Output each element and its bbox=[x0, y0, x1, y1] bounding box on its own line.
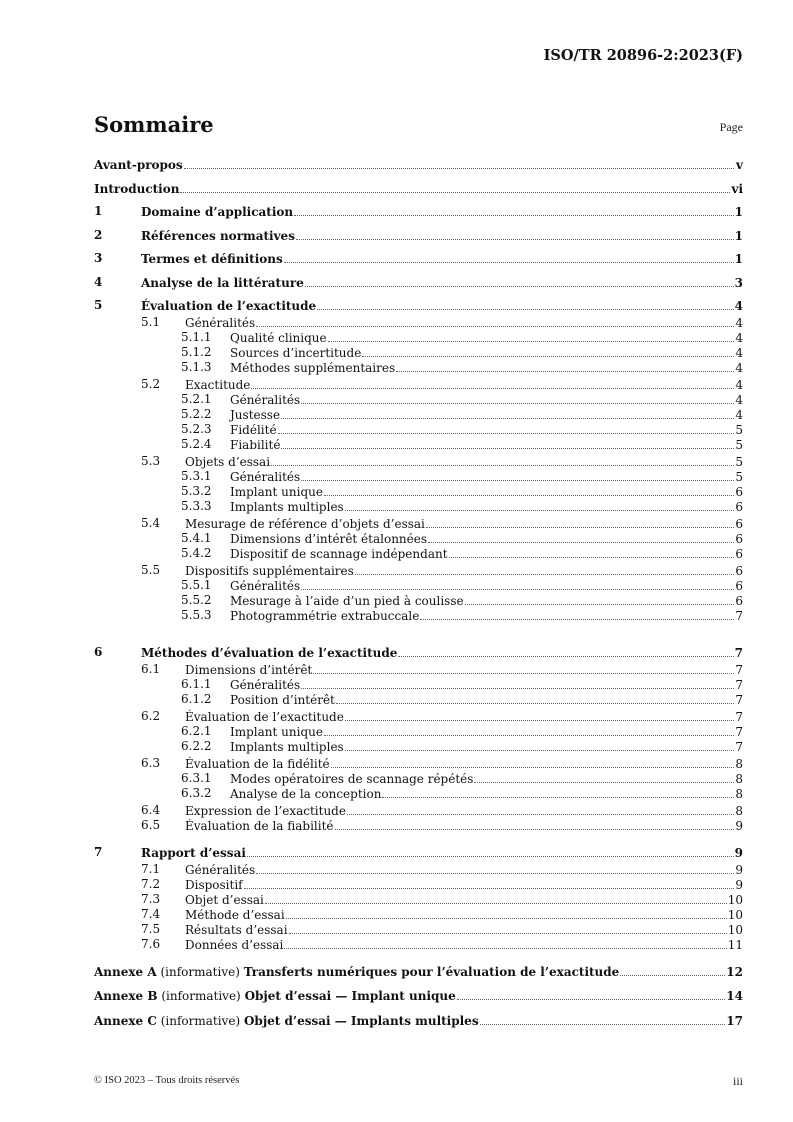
toc-entry-label: Avant-propos bbox=[94, 158, 183, 172]
toc-entry-number: 5.1.2 bbox=[181, 345, 212, 359]
toc-entry-number: 6.5 bbox=[141, 818, 161, 832]
dot-leader bbox=[620, 964, 725, 976]
dot-leader bbox=[480, 1013, 726, 1025]
annex-id: Annexe A bbox=[94, 965, 157, 979]
page-column-label: Page bbox=[719, 120, 743, 134]
toc-entry-label: Objet d’essai bbox=[185, 893, 264, 907]
toc-entry-label: Modes opératoires de scannage répétés bbox=[230, 772, 474, 786]
toc-entry[interactable] bbox=[94, 803, 743, 818]
toc-entry-page: 7 bbox=[735, 678, 743, 692]
document-code: ISO/TR 20896-2:2023(F) bbox=[543, 47, 743, 64]
annex-type: (informative) bbox=[156, 1014, 244, 1028]
toc-entry-page: 6 bbox=[735, 547, 743, 561]
toc-entry-number: 5.2.3 bbox=[181, 422, 212, 436]
toc-entry[interactable] bbox=[94, 593, 743, 608]
toc-entry-label: Implant unique bbox=[230, 485, 323, 499]
toc-entry[interactable] bbox=[94, 608, 743, 623]
dot-leader bbox=[317, 298, 733, 310]
toc-entry-label: Dispositif de scannage indépendant bbox=[230, 547, 448, 561]
page-number: iii bbox=[732, 1074, 743, 1088]
toc-entry[interactable] bbox=[94, 422, 743, 437]
toc-entry-label: Implants multiples bbox=[230, 740, 344, 754]
dot-leader bbox=[335, 818, 734, 830]
toc-entry-label: Dimensions d’intérêt bbox=[185, 663, 313, 677]
toc-entry-label: Évaluation de la fiabilité bbox=[185, 819, 334, 833]
toc-entry-label: Méthodes supplémentaires bbox=[230, 361, 396, 375]
toc-entry[interactable] bbox=[94, 892, 743, 907]
toc-entry-page: 4 bbox=[735, 378, 743, 392]
toc-entry-label: Fiabilité bbox=[230, 438, 281, 452]
toc-entry-label: Photogrammétrie extrabuccale bbox=[230, 609, 420, 623]
toc-entry-number: 5.1.3 bbox=[181, 360, 212, 374]
toc-entry-label: Dispositif bbox=[185, 878, 243, 892]
dot-leader bbox=[336, 692, 734, 704]
toc-entry-label: Domaine d’application bbox=[141, 205, 294, 219]
dot-leader bbox=[324, 724, 734, 736]
toc-entry-page: 10 bbox=[727, 908, 743, 922]
toc-entry-page: v bbox=[736, 158, 743, 172]
toc-entry[interactable] bbox=[94, 724, 743, 739]
toc-entry-label bbox=[94, 965, 619, 980]
toc-entry-label: Introduction bbox=[94, 182, 180, 196]
toc-entry-number: 5.4.1 bbox=[181, 531, 212, 545]
toc-entry[interactable] bbox=[94, 677, 743, 692]
dot-leader bbox=[324, 484, 734, 496]
annex-id: Annexe B bbox=[94, 989, 158, 1003]
toc-entry-page: 7 bbox=[735, 693, 743, 707]
toc-entry-page: 6 bbox=[735, 594, 743, 608]
toc-entry[interactable] bbox=[94, 662, 743, 677]
toc-entry[interactable] bbox=[94, 251, 743, 266]
dot-leader bbox=[396, 360, 734, 372]
toc-entry[interactable] bbox=[94, 786, 743, 801]
dot-leader bbox=[301, 578, 734, 590]
toc-entry-page: vi bbox=[731, 182, 743, 196]
dot-leader bbox=[281, 437, 734, 449]
dot-leader bbox=[301, 677, 734, 689]
toc-entry-number: 1 bbox=[94, 204, 103, 218]
toc-entry-label: Objets d’essai bbox=[185, 455, 271, 469]
toc-entry-label: Dimensions d’intérêt étalonnées bbox=[230, 532, 428, 546]
toc-entry[interactable] bbox=[94, 964, 743, 979]
toc-entry[interactable] bbox=[94, 937, 743, 952]
toc-entry-number: 6 bbox=[94, 645, 103, 659]
toc-entry-page: 4 bbox=[735, 316, 743, 330]
dot-leader bbox=[305, 275, 734, 287]
dot-leader bbox=[265, 892, 727, 904]
toc-entry-page: 1 bbox=[734, 252, 743, 266]
dot-leader bbox=[355, 563, 734, 575]
toc-entry-number: 7.3 bbox=[141, 892, 161, 906]
copyright-notice: © ISO 2023 – Tous droits réservés bbox=[94, 1075, 240, 1086]
dot-leader bbox=[474, 771, 734, 783]
page-title: Sommaire bbox=[94, 112, 214, 137]
toc-entry-number: 5 bbox=[94, 298, 103, 312]
dot-leader bbox=[347, 803, 734, 815]
toc-entry-number: 6.4 bbox=[141, 803, 161, 817]
toc-entry-label: Généralités bbox=[230, 470, 301, 484]
dot-leader bbox=[301, 469, 734, 481]
dot-leader bbox=[328, 330, 734, 342]
dot-leader bbox=[345, 709, 734, 721]
toc-entry-label: Rapport d’essai bbox=[141, 846, 246, 860]
toc-entry-label: Analyse de la littérature bbox=[141, 276, 304, 290]
toc-entry-label: Implants multiples bbox=[230, 500, 344, 514]
dot-leader bbox=[294, 204, 734, 216]
dot-leader bbox=[420, 608, 734, 620]
toc-entry-number: 6.3.1 bbox=[181, 771, 212, 785]
toc-entry[interactable] bbox=[94, 392, 743, 407]
toc-entry-page: 6 bbox=[735, 532, 743, 546]
dot-leader bbox=[457, 988, 726, 1000]
dot-leader bbox=[289, 922, 727, 934]
toc-entry-page: 6 bbox=[735, 564, 743, 578]
toc-entry[interactable] bbox=[94, 360, 743, 375]
dot-leader bbox=[382, 786, 734, 798]
annex-type: (informative) bbox=[157, 989, 245, 1003]
toc-entry[interactable] bbox=[94, 818, 743, 833]
dot-leader bbox=[345, 499, 734, 511]
annex-title: Objet d’essai — Implants multiples bbox=[243, 1014, 479, 1028]
dot-leader bbox=[465, 593, 734, 605]
toc-entry-label: Évaluation de l’exactitude bbox=[141, 299, 317, 313]
toc-entry-number: 6.1 bbox=[141, 662, 161, 676]
dot-leader bbox=[284, 937, 726, 949]
toc-entry-page: 6 bbox=[735, 579, 743, 593]
toc-entry-page: 9 bbox=[735, 863, 743, 877]
dot-leader bbox=[251, 377, 734, 389]
toc-entry-page: 8 bbox=[735, 804, 743, 818]
toc-entry-page: 9 bbox=[734, 846, 743, 860]
toc-entry-page: 6 bbox=[735, 485, 743, 499]
annex-id: Annexe C bbox=[94, 1014, 157, 1028]
toc-entry-label: Mesurage de référence d’objets d’essai bbox=[185, 517, 425, 531]
toc-entry-label: Méthode d’essai bbox=[185, 908, 285, 922]
toc-entry[interactable] bbox=[94, 1013, 743, 1028]
toc-entry-label: Généralités bbox=[185, 316, 256, 330]
toc-entry[interactable] bbox=[94, 377, 743, 392]
toc-entry-number: 5.5.2 bbox=[181, 593, 212, 607]
toc-entry[interactable] bbox=[94, 907, 743, 922]
toc-entry-label: Termes et définitions bbox=[141, 252, 283, 266]
toc-entry-page: 4 bbox=[735, 346, 743, 360]
toc-entry-page: 8 bbox=[735, 772, 743, 786]
dot-leader bbox=[296, 228, 734, 240]
toc-entry[interactable] bbox=[94, 988, 743, 1003]
toc-entry-label: Généralités bbox=[230, 678, 301, 692]
toc-entry-page: 11 bbox=[727, 938, 743, 952]
dot-leader bbox=[286, 907, 727, 919]
toc-entry-label: Qualité clinique bbox=[230, 331, 327, 345]
toc-entry-number: 5.3.2 bbox=[181, 484, 212, 498]
toc-entry[interactable] bbox=[94, 315, 743, 330]
toc-entry-label: Implant unique bbox=[230, 725, 323, 739]
toc-entry-number: 5.4 bbox=[141, 516, 161, 530]
toc-entry[interactable] bbox=[94, 499, 743, 514]
toc-entry-number: 5.3.3 bbox=[181, 499, 212, 513]
toc-entry-page: 8 bbox=[735, 787, 743, 801]
toc-entry-page: 6 bbox=[735, 517, 743, 531]
toc-entry-label: Mesurage à l’aide d’un pied à coulisse bbox=[230, 594, 464, 608]
toc-entry-page: 7 bbox=[735, 609, 743, 623]
toc-entry-page: 7 bbox=[735, 710, 743, 724]
toc-entry-number: 5.1 bbox=[141, 315, 161, 329]
toc-entry[interactable] bbox=[94, 437, 743, 452]
toc-entry[interactable] bbox=[94, 181, 743, 196]
toc-entry-label: Évaluation de la fidélité bbox=[185, 757, 330, 771]
toc-entry-number: 5.5.3 bbox=[181, 608, 212, 622]
toc-entry-page: 14 bbox=[726, 989, 743, 1003]
toc-entry[interactable] bbox=[94, 469, 743, 484]
toc-entry-number: 7.2 bbox=[141, 877, 161, 891]
toc-entry-label: Sources d’incertitude bbox=[230, 346, 362, 360]
toc-entry-number: 4 bbox=[94, 275, 103, 289]
toc-entry-number: 6.3 bbox=[141, 756, 161, 770]
toc-entry[interactable] bbox=[94, 204, 743, 219]
toc-entry-page: 5 bbox=[735, 455, 743, 469]
dot-leader bbox=[398, 645, 733, 657]
toc-entry-page: 1 bbox=[734, 229, 743, 243]
toc-entry-page: 1 bbox=[734, 205, 743, 219]
dot-leader bbox=[313, 662, 734, 674]
toc-entry[interactable] bbox=[94, 345, 743, 360]
toc-entry-number: 5.4.2 bbox=[181, 546, 212, 560]
toc-entry-number: 5.2.2 bbox=[181, 407, 212, 421]
toc-entry-page: 3 bbox=[734, 276, 743, 290]
toc-entry[interactable] bbox=[94, 922, 743, 937]
annex-title: Objet d’essai — Implant unique bbox=[244, 989, 456, 1003]
toc-entry-page: 4 bbox=[735, 331, 743, 345]
dot-leader bbox=[345, 739, 734, 751]
toc-entry[interactable] bbox=[94, 454, 743, 469]
dot-leader bbox=[271, 454, 734, 466]
dot-leader bbox=[184, 157, 734, 169]
toc-entry[interactable] bbox=[94, 330, 743, 345]
toc-entry[interactable] bbox=[94, 845, 743, 860]
toc-entry-page: 8 bbox=[735, 757, 743, 771]
toc-entry-number: 5.5.1 bbox=[181, 578, 212, 592]
dot-leader bbox=[301, 392, 734, 404]
toc-entry-page: 4 bbox=[734, 299, 743, 313]
toc-entry[interactable] bbox=[94, 578, 743, 593]
toc-entry-label: Généralités bbox=[230, 393, 301, 407]
toc-entry-page: 7 bbox=[735, 725, 743, 739]
toc-entry-page: 9 bbox=[735, 819, 743, 833]
toc-entry-page: 5 bbox=[735, 423, 743, 437]
toc-entry-page: 7 bbox=[734, 646, 743, 660]
toc-entry-number: 6.1.1 bbox=[181, 677, 212, 691]
toc-entry[interactable] bbox=[94, 877, 743, 892]
toc-entry[interactable] bbox=[94, 739, 743, 754]
toc-entry[interactable] bbox=[94, 407, 743, 422]
toc-entry-number: 7.4 bbox=[141, 907, 161, 921]
toc-entry[interactable] bbox=[94, 645, 743, 660]
dot-leader bbox=[281, 407, 734, 419]
toc-entry-number: 2 bbox=[94, 228, 103, 242]
toc-entry[interactable] bbox=[94, 862, 743, 877]
toc-entry-number: 5.1.1 bbox=[181, 330, 212, 344]
toc-entry-label: Dispositifs supplémentaires bbox=[185, 564, 354, 578]
toc-entry-label: Données d’essai bbox=[185, 938, 284, 952]
toc-entry[interactable] bbox=[94, 546, 743, 561]
toc-entry[interactable] bbox=[94, 531, 743, 546]
toc-entry-page: 6 bbox=[735, 500, 743, 514]
toc-entry[interactable] bbox=[94, 771, 743, 786]
toc-entry[interactable] bbox=[94, 157, 743, 172]
dot-leader bbox=[331, 756, 734, 768]
toc-entry-number: 6.2.2 bbox=[181, 739, 212, 753]
toc-entry[interactable] bbox=[94, 709, 743, 724]
dot-leader bbox=[428, 531, 734, 543]
toc-entry-page: 9 bbox=[735, 878, 743, 892]
toc-entry-label: Généralités bbox=[230, 579, 301, 593]
toc-entry-number: 5.3 bbox=[141, 454, 161, 468]
toc-entry-label: Résultats d’essai bbox=[185, 923, 288, 937]
toc-entry-label bbox=[94, 1014, 479, 1029]
toc-entry-label: Méthodes d’évaluation de l’exactitude bbox=[141, 646, 398, 660]
toc-entry[interactable] bbox=[94, 516, 743, 531]
toc-entry-label: Position d’intérêt bbox=[230, 693, 335, 707]
dot-leader bbox=[278, 422, 734, 434]
toc-entry[interactable] bbox=[94, 756, 743, 771]
toc-entry[interactable] bbox=[94, 484, 743, 499]
toc-entry-number: 5.2.4 bbox=[181, 437, 212, 451]
toc-entry-label: Références normatives bbox=[141, 229, 295, 243]
toc-entry-label: Analyse de la conception bbox=[230, 787, 382, 801]
dot-leader bbox=[284, 251, 734, 263]
toc-entry-number: 7.6 bbox=[141, 937, 161, 951]
toc-entry-page: 17 bbox=[726, 1014, 743, 1028]
dot-leader bbox=[449, 546, 734, 558]
toc-entry-number: 5.3.1 bbox=[181, 469, 212, 483]
toc-entry-label: Justesse bbox=[230, 408, 281, 422]
annex-type: (informative) bbox=[156, 965, 244, 979]
toc-entry-number: 6.3.2 bbox=[181, 786, 212, 800]
toc-entry-number: 5.5 bbox=[141, 563, 161, 577]
toc-entry-number: 7.5 bbox=[141, 922, 161, 936]
dot-leader bbox=[256, 315, 734, 327]
dot-leader bbox=[362, 345, 734, 357]
toc-entry-page: 5 bbox=[735, 438, 743, 452]
toc-entry-number: 7 bbox=[94, 845, 103, 859]
toc-entry-page: 4 bbox=[735, 408, 743, 422]
toc-entry-label bbox=[94, 989, 456, 1004]
toc-entry[interactable] bbox=[94, 692, 743, 707]
toc-entry-number: 3 bbox=[94, 251, 103, 265]
toc-entry-number: 5.2.1 bbox=[181, 392, 212, 406]
toc-entry-page: 10 bbox=[727, 893, 743, 907]
toc-entry-page: 4 bbox=[735, 361, 743, 375]
toc-entry-number: 6.1.2 bbox=[181, 692, 212, 706]
dot-leader bbox=[244, 877, 734, 889]
toc-entry-page: 10 bbox=[727, 923, 743, 937]
toc-entry-label: Évaluation de l’exactitude bbox=[185, 710, 344, 724]
toc-entry[interactable] bbox=[94, 275, 743, 290]
dot-leader bbox=[247, 845, 734, 857]
toc-entry-page: 5 bbox=[735, 470, 743, 484]
annex-title: Transferts numériques pour l’évaluation de l’exactitude bbox=[243, 965, 620, 979]
toc-entry-number: 5.2 bbox=[141, 377, 161, 391]
toc-entry-label: Fidélité bbox=[230, 423, 277, 437]
toc-entry-number: 6.2 bbox=[141, 709, 161, 723]
toc-entry-number: 7.1 bbox=[141, 862, 161, 876]
toc-entry[interactable] bbox=[94, 563, 743, 578]
toc-entry-page: 7 bbox=[735, 740, 743, 754]
toc-entry[interactable] bbox=[94, 228, 743, 243]
toc-entry-label: Expression de l’exactitude bbox=[185, 804, 346, 818]
toc-entry[interactable] bbox=[94, 298, 743, 313]
toc-entry-number: 6.2.1 bbox=[181, 724, 212, 738]
toc-entry-label: Exactitude bbox=[185, 378, 251, 392]
dot-leader bbox=[180, 181, 730, 193]
toc-entry-page: 7 bbox=[735, 663, 743, 677]
dot-leader bbox=[426, 516, 734, 528]
dot-leader bbox=[256, 862, 734, 874]
toc-entry-page: 12 bbox=[726, 965, 743, 979]
toc-entry-label: Généralités bbox=[185, 863, 256, 877]
toc-entry-page: 4 bbox=[735, 393, 743, 407]
